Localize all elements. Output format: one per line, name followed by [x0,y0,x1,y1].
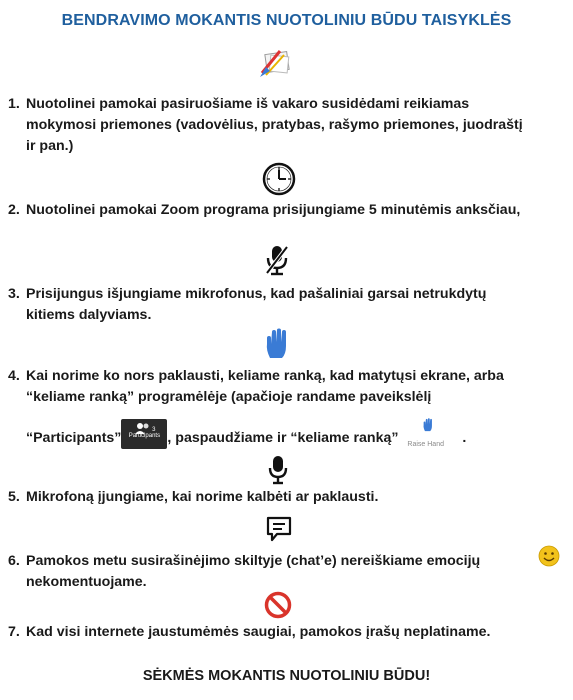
page-title: BENDRAVIMO MOKANTIS NUOTOLINIU BŪDU TAISYKLĖS [61,12,512,29]
microphone-off-icon [263,243,291,277]
rule-7 [8,622,564,643]
rule-text: mokymosi priemones (vadovėlius, pratybas, rašymo priemones, juodraštį [26,117,523,133]
footer-text: SĖKMĖS MOKANTIS NUOTOLINIU BŪDU! [142,668,431,684]
forbidden-icon [264,591,292,619]
rule-number: 2. [8,202,20,218]
rule-text: “keliame ranką” programėlėje (apačioje randame paveikslėlį [26,389,432,405]
participants-icon [121,419,167,449]
rule-3 [8,284,564,326]
chat-icon [265,515,293,543]
rule-text: “Participants” [26,429,122,446]
clock-icon [262,162,296,196]
rule-text: nekomentuojame. [26,574,147,590]
raised-hand-icon [264,328,290,360]
rule-4 [8,366,564,450]
rule-text: ir pan.) [26,138,74,154]
school-supplies-icon [258,47,296,79]
participants-count: 3 [152,427,156,433]
rule-text: kitiems dalyviams. [26,307,152,323]
rule-6 [8,551,564,593]
rule-number: 1. [8,96,20,112]
rule-2 [8,200,564,221]
rule-text: Pamokos metu susirašinėjimo skiltyje (chat’e) nereiškiame emocijų [26,553,481,569]
rule-text: , paspaudžiame ir “keliame ranką” [167,429,399,446]
rule-number: 3. [8,286,20,302]
rule-1 [8,94,564,157]
rule-text: Mikrofoną įjungiame, kai norime kalbėti ar paklausti. [26,489,379,505]
rule-text: Kai norime ko nors paklausti, keliame ranką, kad matytųsi ekrane, arba [26,368,504,384]
raise-hand-label: Raise Hand [407,441,444,448]
microphone-icon [268,455,288,485]
rule-5 [8,487,564,508]
rule-number: 6. [8,553,20,569]
rule-text: . [462,429,467,446]
rule-text: Nuotolinei pamokai pasiruošiame iš vakaro susidėdami reikiamas [26,96,470,112]
rule-text: Prisijungus išjungiame mikrofonus, kad pašaliniai garsai netrukdytų [26,286,487,302]
rule-text: Nuotolinei pamokai Zoom programa prisijungiame 5 minutėmis anksčiau, [26,202,521,218]
rule-number: 7. [8,624,20,640]
rule-number: 4. [8,368,20,384]
participants-label: Participants [128,433,161,439]
rule-text: Kad visi internete jaustumėmės saugiai, pamokos įrašų neplatiname. [26,624,491,640]
raise-hand-icon [422,418,434,432]
rule-number: 5. [8,489,20,505]
smiley-icon [538,545,560,567]
